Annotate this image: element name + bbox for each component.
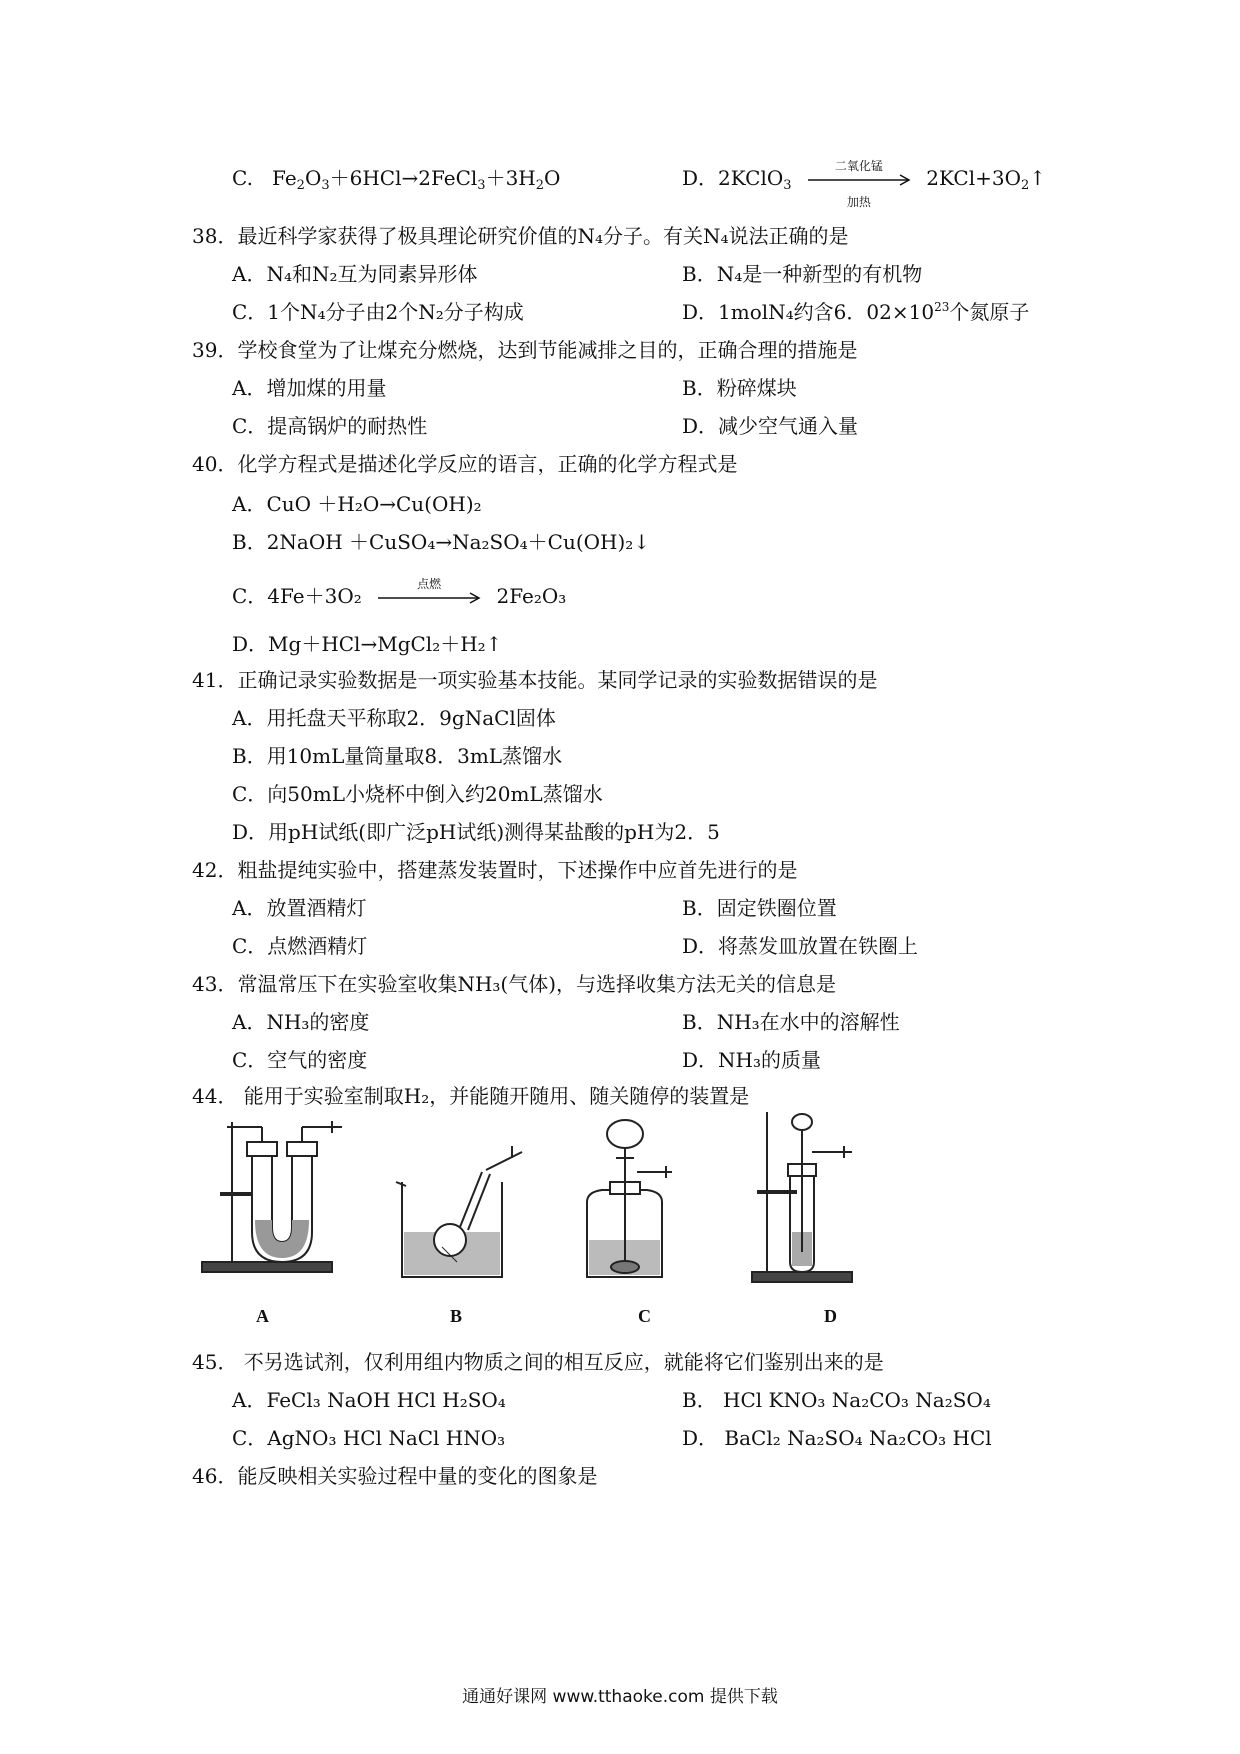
- q43-option-d: D．NH₃的质量: [682, 1048, 821, 1072]
- q41-option-a: A．用托盘天平称取2．9gNaCl固体: [232, 706, 556, 730]
- q37-option-d: D．2KClO$_3$ 二氧化锰 加热 $2KCl+3O_2↑$: [682, 158, 1047, 209]
- fig-label-d: D: [824, 1306, 837, 1326]
- q38-option-d: D．1molN₄约含6．$02\times 10^{23}$个氮原子: [682, 300, 1030, 324]
- q40-stem: 40．化学方程式是描述化学反应的语言，正确的化学方程式是: [192, 452, 738, 476]
- q42-option-c: C．点燃酒精灯: [232, 934, 368, 958]
- q41-stem: 41．正确记录实验数据是一项实验基本技能。某同学记录的实验数据错误的是: [192, 668, 878, 692]
- q40-option-b: B．2NaOH ＋CuSO₄→Na₂SO₄＋Cu(OH)₂↓: [232, 530, 651, 554]
- apparatus-drawings: [192, 1112, 952, 1334]
- q38-option-c: C．1个N₄分子由2个N₂分子构成: [232, 300, 524, 324]
- q40-option-c: C．4Fe＋3O₂ 点燃 2Fe₂O₃: [232, 576, 567, 608]
- q45-stem: 45． 不另选试剂，仅利用组内物质之间的相互反应，就能将它们鉴别出来的是: [192, 1350, 884, 1374]
- page-footer: 通通好课网 www.tthaoke.com 提供下载: [462, 1687, 778, 1707]
- apparatus-d: [752, 1112, 852, 1282]
- q39-option-b: B．粉碎煤块: [682, 376, 797, 400]
- q43-option-b: B．NH₃在水中的溶解性: [682, 1010, 900, 1034]
- apparatus-c: [587, 1120, 672, 1277]
- q45-option-d: D． BaCl₂ Na₂SO₄ Na₂CO₃ HCl: [682, 1426, 992, 1450]
- q39-stem: 39．学校食堂为了让煤充分燃烧，达到节能减排之目的，正确合理的措施是: [192, 338, 858, 362]
- fig-label-c: C: [638, 1306, 651, 1326]
- q41-option-c: C．向50mL小烧杯中倒入约20mL蒸馏水: [232, 782, 603, 806]
- apparatus-figure: [192, 1112, 952, 1334]
- q42-option-d: D．将蒸发皿放置在铁圈上: [682, 934, 919, 958]
- q40-option-d: D．Mg＋HCl→MgCl₂＋H₂↑: [232, 632, 503, 656]
- q38-option-a: A．N₄和N₂互为同素异形体: [232, 262, 478, 286]
- q39-option-a: A．增加煤的用量: [232, 376, 387, 400]
- q38-stem: 38．最近科学家获得了极具理论研究价值的N₄分子。有关N₄说法正确的是: [192, 224, 849, 248]
- q45-option-a: A．FeCl₃ NaOH HCl H₂SO₄: [232, 1388, 506, 1412]
- q38-option-b: B．N₄是一种新型的有机物: [682, 262, 923, 286]
- q41-option-b: B．用10mL量筒量取8．3mL蒸馏水: [232, 744, 563, 768]
- q45-option-b: B． HCl KNO₃ Na₂CO₃ Na₂SO₄: [682, 1388, 991, 1412]
- q43-option-c: C．空气的密度: [232, 1048, 368, 1072]
- q43-stem: 43．常温常压下在实验室收集NH₃(气体)，与选择收集方法无关的信息是: [192, 972, 837, 996]
- q42-option-a: A．放置酒精灯: [232, 896, 367, 920]
- q45-option-c: C．AgNO₃ HCl NaCl HNO₃: [232, 1426, 506, 1450]
- fig-label-b: B: [450, 1306, 463, 1326]
- q40-option-a: A．CuO ＋H₂O→Cu(OH)₂: [232, 492, 482, 516]
- q37-option-c: C. $Fe_2O_3+6HCl\to 2FeCl_3+3H_2O$: [232, 166, 561, 193]
- q41-option-d: D．用pH试纸(即广泛pH试纸)测得某盐酸的pH为2．5: [232, 820, 720, 844]
- reaction-arrow: 点燃: [374, 586, 484, 610]
- q42-stem: 42．粗盐提纯实验中，搭建蒸发装置时，下述操作中应首先进行的是: [192, 858, 798, 882]
- apparatus-a: [202, 1121, 342, 1272]
- apparatus-b: [396, 1146, 522, 1277]
- q43-option-a: A．NH₃的密度: [232, 1010, 370, 1034]
- q39-option-c: C．提高锅炉的耐热性: [232, 414, 428, 438]
- q46-stem: 46．能反映相关实验过程中量的变化的图象是: [192, 1464, 598, 1488]
- q39-option-d: D．减少空气通入量: [682, 414, 859, 438]
- q42-option-b: B．固定铁圈位置: [682, 896, 837, 920]
- reaction-arrow: 二氧化锰 加热: [804, 168, 914, 192]
- q44-stem: 44． 能用于实验室制取H₂，并能随开随用、随关随停的装置是: [192, 1084, 750, 1108]
- fig-label-a: A: [256, 1306, 269, 1326]
